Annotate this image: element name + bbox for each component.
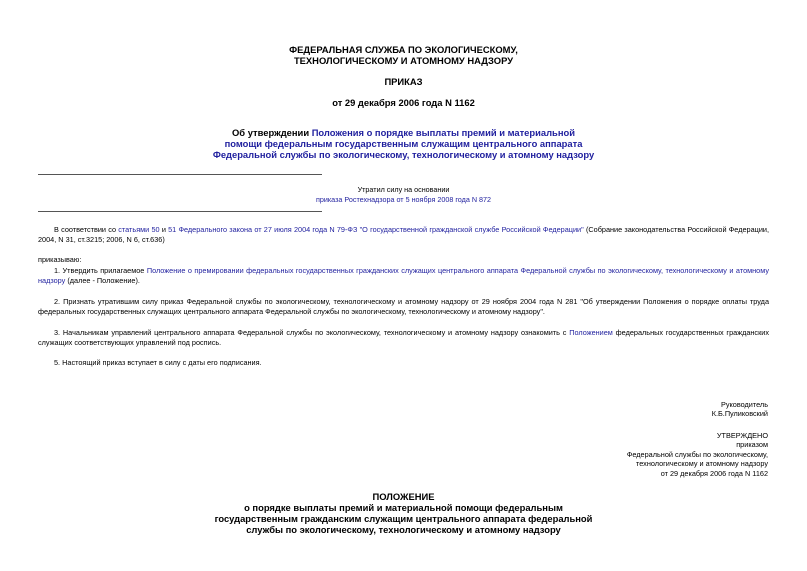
preamble-paragraph: В соответствии со статьями 50 и 51 Федерального закона от 27 июля 2004 года N 79-ФЗ "О государственной гражданской службе Российской Федерации" (Собрание законодательства Российской Федерации, 2004, N 31, ст.3215; 2006, N 6, ст.636) (38, 225, 769, 245)
title-line-1 (0, 127, 807, 138)
signature-block (712, 400, 768, 419)
separator-top (38, 174, 322, 175)
item-5: 5. Настоящий приказ вступает в силу с даты его подписания. (54, 358, 262, 367)
status-text: Утратил силу на основании (357, 185, 450, 194)
item-2: 2. Признать утратившим силу приказ Федеральной службы по экологическому, технологическому и атомному надзору от 29 ноября 2004 года N 281 "Об утверждении Положения о порядке оплаты труда федеральных государственных служащих центрального аппарата Федеральной службы по экологическому, технологическому и атомному надзору". (38, 297, 769, 317)
link-federal-law-79[interactable]: 51 Федерального закона от 27 июля 2004 года N 79-ФЗ "О государственной гражданской службе Российской Федерации" (168, 225, 584, 234)
regulation-line-3: службы по экологическому, технологическому и атомному надзору (246, 524, 561, 535)
doc-title (0, 127, 807, 160)
approval-line-2: приказом (736, 440, 768, 450)
signature-role: Руководитель (720, 400, 768, 409)
doc-type: ПРИКАЗ (384, 76, 423, 87)
agency-line-2: ТЕХНОЛОГИЧЕСКОМУ И АТОМНОМУ НАДЗОРУ (293, 55, 514, 66)
regulation-title (0, 491, 807, 535)
signature-name: К.Б.Пуликовский (711, 409, 768, 419)
agency-line-1: ФЕДЕРАЛЬНАЯ СЛУЖБА ПО ЭКОЛОГИЧЕСКОМУ, (289, 44, 518, 55)
link-regulation[interactable]: Положением (569, 328, 613, 337)
orders-word: приказываю: (38, 255, 82, 264)
regulation-heading: ПОЛОЖЕНИЕ (372, 491, 435, 502)
item-3: 3. Начальникам управлений центрального аппарата Федеральной службы по экологическому, технологическому и атомному надзору ознакомить с Положением федеральных государственных гражданских служащих соответствующих управлений под роспись. (38, 328, 769, 348)
item-1: 1. Утвердить прилагаемое Положение о премировании федеральных государственных гражданских служащих центрального аппарата Федеральной службы по экологическому, технологическому и атомному надзору (далее - Положение). (38, 266, 769, 286)
title-link-part-1[interactable]: Положения о порядке выплаты премий и материальной (311, 127, 575, 138)
title-link-part-3[interactable]: Федеральной службы по экологическому, технологическому и атомному надзору (212, 149, 595, 160)
approval-line-3: Федеральной службы по экологическому, (626, 449, 768, 459)
link-premium-regulation[interactable]: Положение о премировании федеральных государственных гражданских служащих центрального аппарата Федеральной службы по экологическому, технологическому и атомному надзору (38, 266, 769, 286)
status-link[interactable]: приказа Ростехнадзора от 5 ноября 2008 года N 872 (315, 195, 492, 204)
title-prefix: Об утверждении (232, 127, 312, 138)
regulation-line-1: о порядке выплаты премий и материальной помощи федеральным (244, 502, 563, 513)
title-line-3 (0, 149, 807, 160)
separator-bottom (38, 211, 322, 212)
status-note (0, 185, 807, 205)
approval-line-4: технологическому и атомному надзору (636, 459, 768, 469)
title-link-part-2[interactable]: помощи федеральным государственным служащим центрального аппарата (224, 138, 583, 149)
approval-line-5: от 29 декабря 2006 года N 1162 (660, 468, 768, 478)
link-article-50[interactable]: статьями 50 (118, 225, 160, 234)
title-line-2 (0, 138, 807, 149)
regulation-line-2: государственным гражданским служащим центрального аппарата федеральной (214, 513, 593, 524)
doc-date: от 29 декабря 2006 года N 1162 (332, 97, 475, 108)
approval-line-1: УТВЕРЖДЕНО (716, 431, 768, 440)
approval-block (627, 431, 768, 478)
agency-name (0, 44, 807, 66)
